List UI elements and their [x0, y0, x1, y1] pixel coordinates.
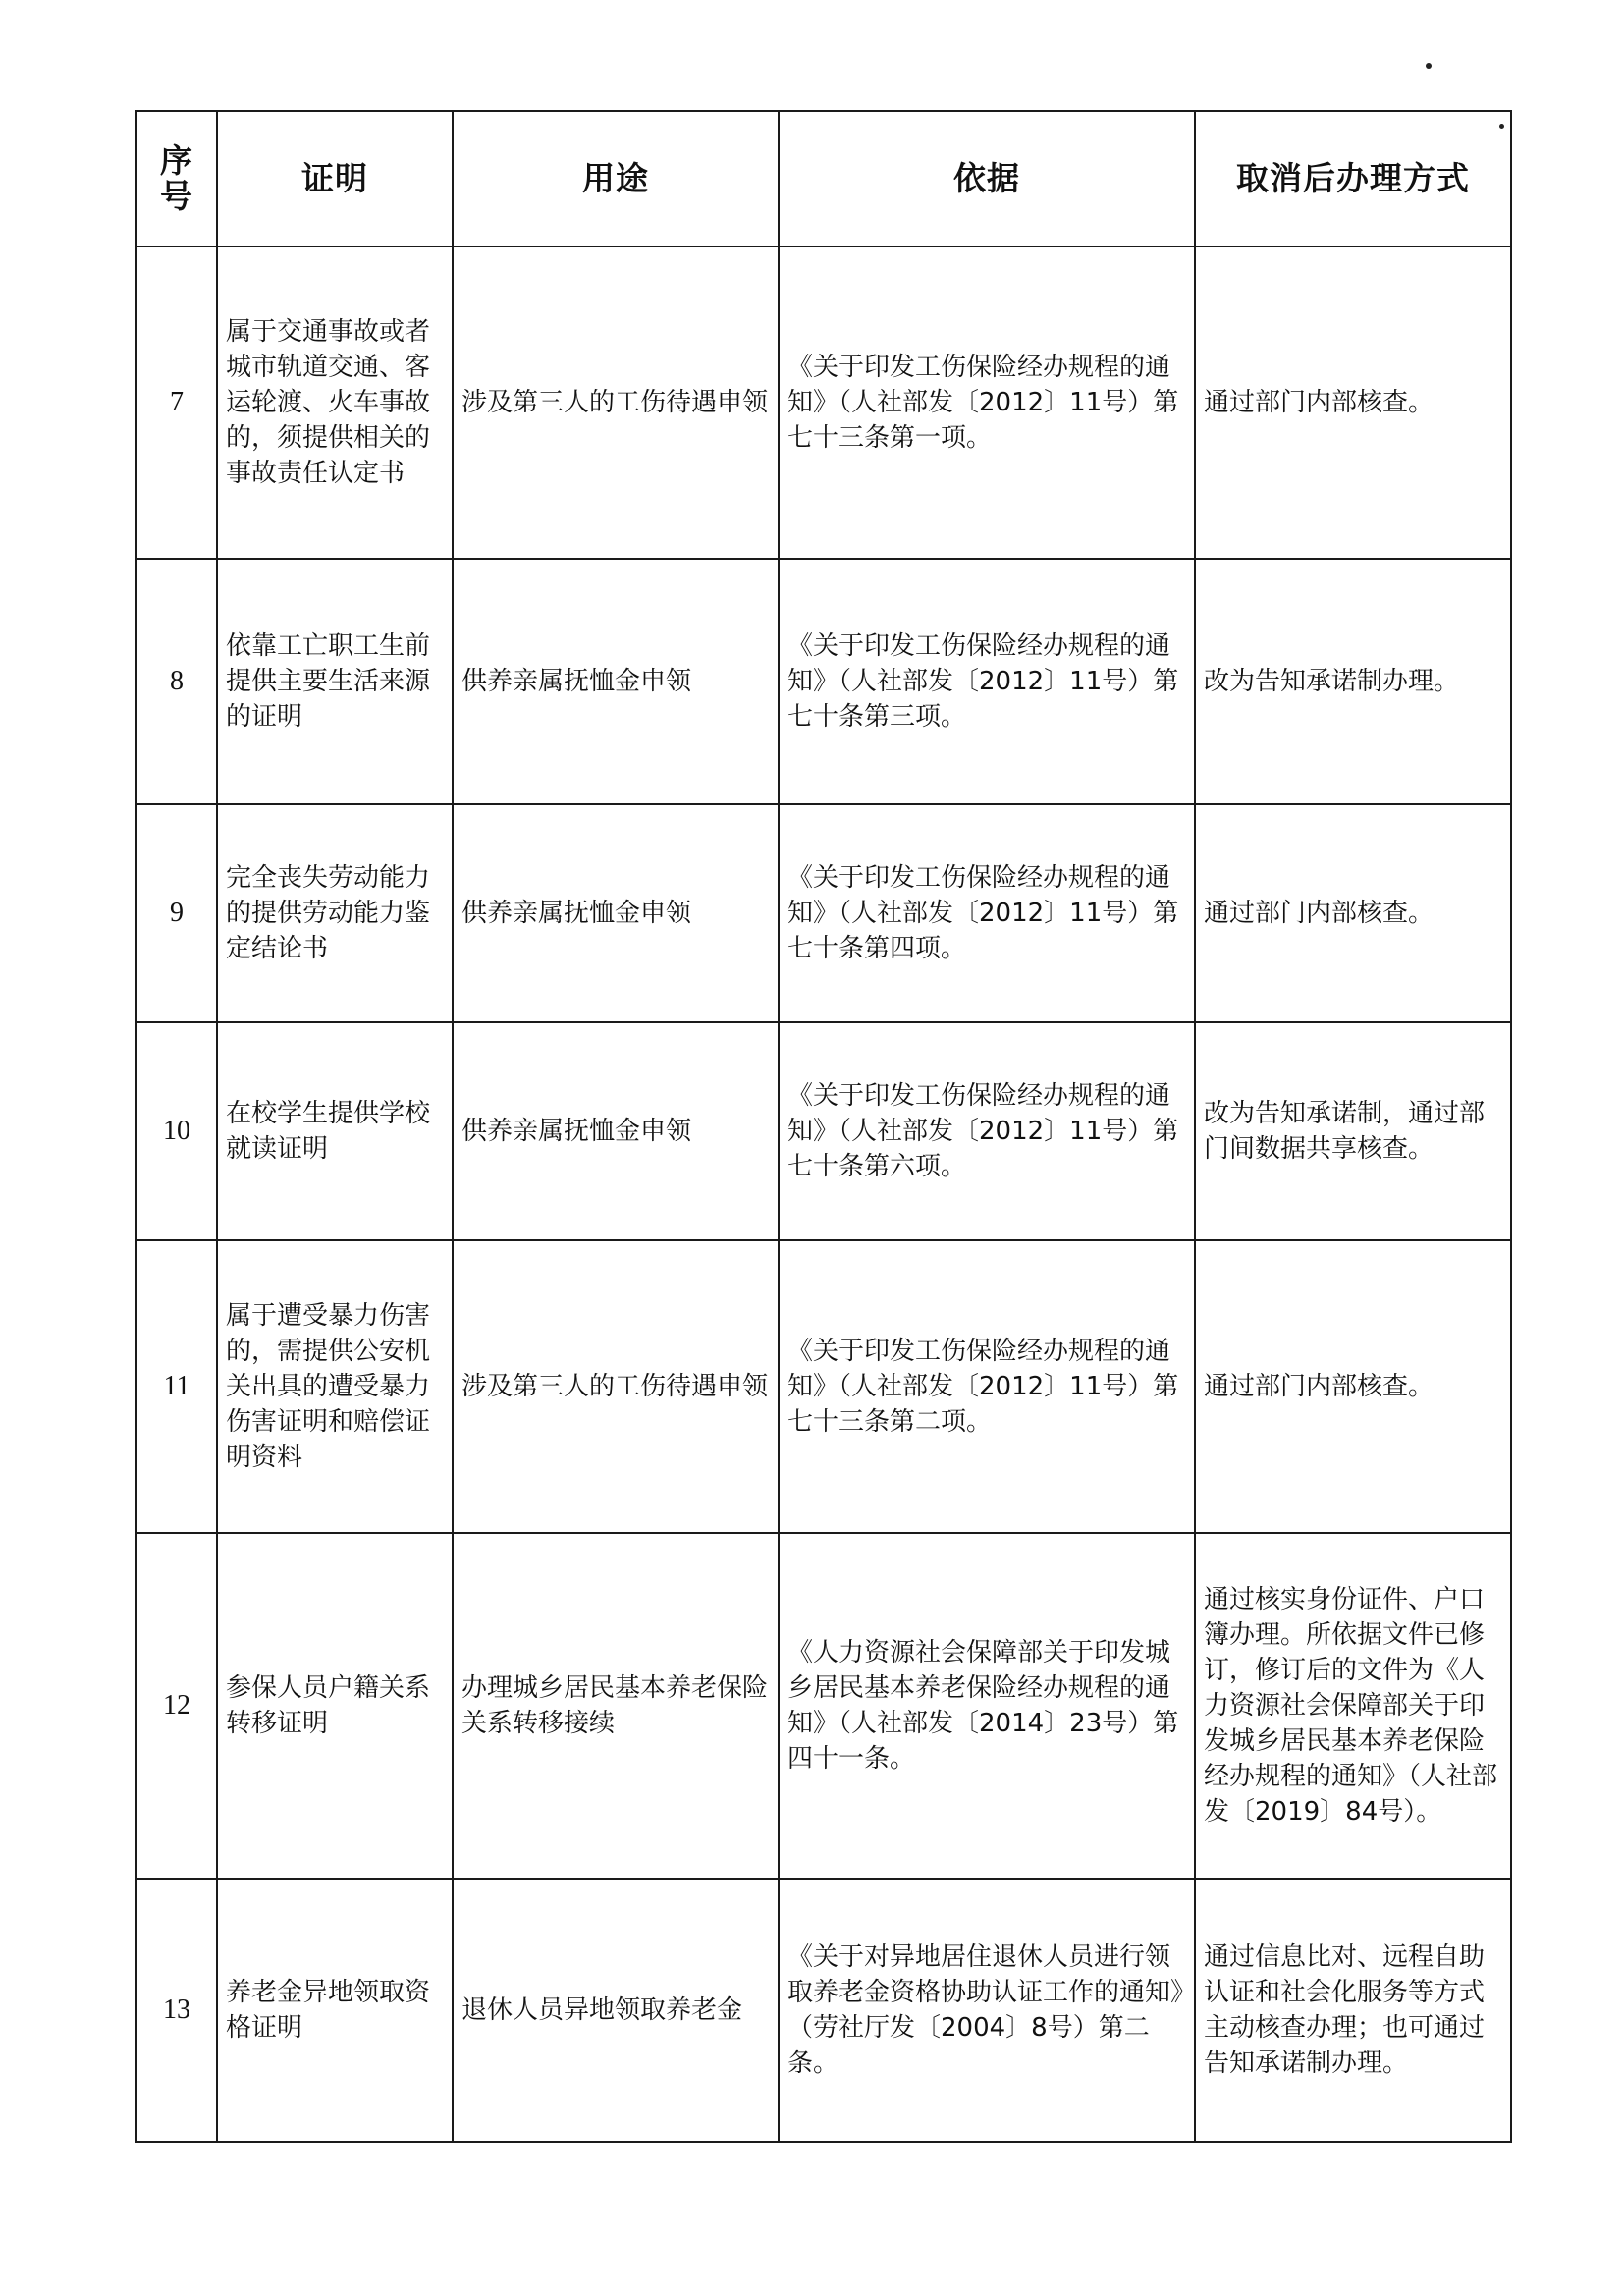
cell-serial-number: 11 — [136, 1240, 217, 1533]
cell-handling: 通过部门内部核查。 — [1195, 804, 1511, 1022]
cell-handling: 改为告知承诺制，通过部门间数据共享核查。 — [1195, 1022, 1511, 1240]
cell-purpose: 供养亲属抚恤金申领 — [453, 559, 779, 804]
table-row — [136, 1533, 1511, 1879]
cell-purpose: 涉及第三人的工伤待遇申领 — [453, 1240, 779, 1533]
table-row — [136, 1879, 1511, 2142]
cell-handling: 改为告知承诺制办理。 — [1195, 559, 1511, 804]
cell-certificate: 属于交通事故或者城市轨道交通、客运轮渡、火车事故的，须提供相关的事故责任认定书 — [217, 246, 453, 559]
header-purpose: 用途 — [453, 111, 779, 246]
cell-purpose: 办理城乡居民基本养老保险关系转移接续 — [453, 1533, 779, 1879]
cell-certificate: 属于遭受暴力伤害的，需提供公安机关出具的遭受暴力伤害证明和赔偿证明资料 — [217, 1240, 453, 1533]
header-certificate: 证明 — [217, 111, 453, 246]
table-row — [136, 246, 1511, 559]
cell-certificate: 养老金异地领取资格证明 — [217, 1879, 453, 2142]
header-serial-number: 序号 — [136, 111, 217, 246]
cell-purpose: 涉及第三人的工伤待遇申领 — [453, 246, 779, 559]
cell-handling: 通过部门内部核查。 — [1195, 1240, 1511, 1533]
cell-handling: 通过核实身份证件、户口簿办理。所依据文件已修订，修订后的文件为《人力资源社会保障部关于印发城乡居民基本养老保险经办规程的通知》（人社部发〔2019〕84号）。 — [1195, 1533, 1511, 1879]
cell-serial-number: 13 — [136, 1879, 217, 2142]
cell-certificate: 完全丧失劳动能力的提供劳动能力鉴定结论书 — [217, 804, 453, 1022]
cell-certificate: 在校学生提供学校就读证明 — [217, 1022, 453, 1240]
cell-basis: 《关于印发工伤保险经办规程的通知》（人社部发〔2012〕11号）第七十条第六项。 — [779, 1022, 1195, 1240]
cell-certificate: 依靠工亡职工生前提供主要生活来源的证明 — [217, 559, 453, 804]
cell-purpose: 退休人员异地领取养老金 — [453, 1879, 779, 2142]
table-row — [136, 559, 1511, 804]
table-row — [136, 1022, 1511, 1240]
cell-purpose: 供养亲属抚恤金申领 — [453, 804, 779, 1022]
cell-serial-number: 8 — [136, 559, 217, 804]
table-header-row — [136, 111, 1511, 246]
cell-handling: 通过信息比对、远程自助认证和社会化服务等方式主动核查办理；也可通过告知承诺制办理。 — [1195, 1879, 1511, 2142]
header-basis: 依据 — [779, 111, 1195, 246]
cell-serial-number: 7 — [136, 246, 217, 559]
cell-handling: 通过部门内部核查。 — [1195, 246, 1511, 559]
cell-basis: 《关于印发工伤保险经办规程的通知》（人社部发〔2012〕11号）第七十条第四项。 — [779, 804, 1195, 1022]
certificate-list-table — [135, 110, 1512, 2143]
scan-speck — [1426, 63, 1432, 69]
cell-serial-number: 9 — [136, 804, 217, 1022]
table-row — [136, 1240, 1511, 1533]
cell-basis: 《关于印发工伤保险经办规程的通知》（人社部发〔2012〕11号）第七十三条第二项。 — [779, 1240, 1195, 1533]
header-handling-after-cancel: 取消后办理方式 — [1195, 111, 1511, 246]
cell-basis: 《关于印发工伤保险经办规程的通知》（人社部发〔2012〕11号）第七十条第三项。 — [779, 559, 1195, 804]
cell-purpose: 供养亲属抚恤金申领 — [453, 1022, 779, 1240]
table-row — [136, 804, 1511, 1022]
cell-serial-number: 12 — [136, 1533, 217, 1879]
cell-basis: 《关于对异地居住退休人员进行领取养老金资格协助认证工作的通知》（劳社厅发〔2004〕8号）第二条。 — [779, 1879, 1195, 2142]
cell-serial-number: 10 — [136, 1022, 217, 1240]
cell-certificate: 参保人员户籍关系转移证明 — [217, 1533, 453, 1879]
cell-basis: 《关于印发工伤保险经办规程的通知》（人社部发〔2012〕11号）第七十三条第一项。 — [779, 246, 1195, 559]
cell-basis: 《人力资源社会保障部关于印发城乡居民基本养老保险经办规程的通知》（人社部发〔2014〕23号）第四十一条。 — [779, 1533, 1195, 1879]
